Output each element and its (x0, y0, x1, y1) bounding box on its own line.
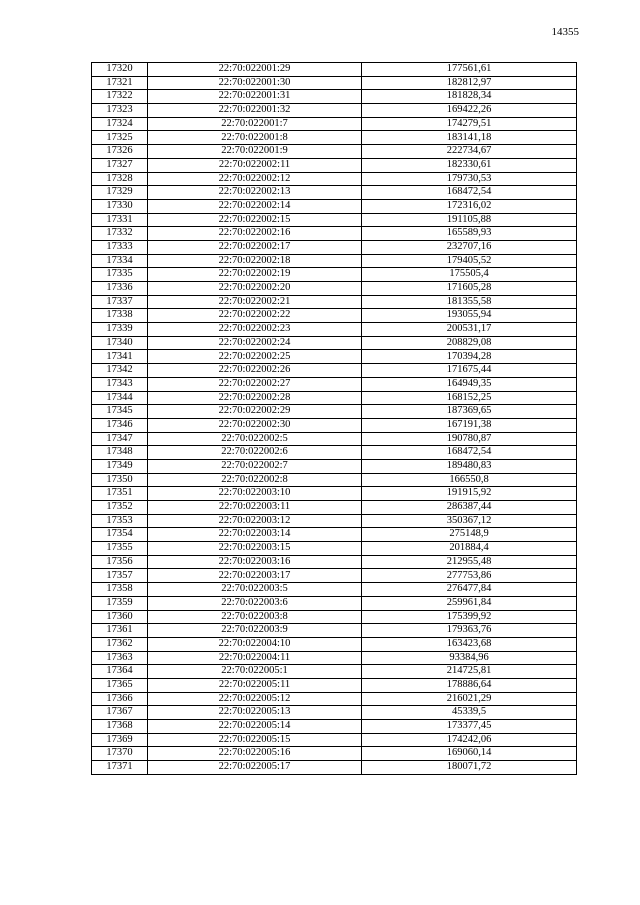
table-row (92, 637, 577, 651)
value-cell: 168472,54 (362, 186, 577, 200)
value-cell: 169422,26 (362, 104, 577, 118)
cadastral-number-cell: 22:70:022002:23 (148, 323, 362, 337)
table-row (92, 678, 577, 692)
cadastral-number-cell: 22:70:022002:5 (148, 432, 362, 446)
row-number-cell: 17320 (92, 63, 148, 77)
table-row (92, 692, 577, 706)
value-cell: 172316,02 (362, 199, 577, 213)
table-row (92, 158, 577, 172)
row-number-cell: 17334 (92, 254, 148, 268)
table-row (92, 747, 577, 761)
row-number-cell: 17328 (92, 172, 148, 186)
table-row (92, 624, 577, 638)
row-number-cell: 17359 (92, 596, 148, 610)
table-row (92, 501, 577, 515)
table-row (92, 514, 577, 528)
row-number-cell: 17366 (92, 692, 148, 706)
row-number-cell: 17361 (92, 624, 148, 638)
row-number-cell: 17368 (92, 720, 148, 734)
row-number-cell: 17363 (92, 651, 148, 665)
value-cell: 183141,18 (362, 131, 577, 145)
cadastral-number-cell: 22:70:022003:16 (148, 555, 362, 569)
value-cell: 201884,4 (362, 542, 577, 556)
table-row (92, 610, 577, 624)
table-row (92, 336, 577, 350)
table-row (92, 186, 577, 200)
value-cell: 177561,61 (362, 63, 577, 77)
cadastral-number-cell: 22:70:022002:25 (148, 350, 362, 364)
value-cell: 167191,38 (362, 418, 577, 432)
cadastral-number-cell: 22:70:022005:15 (148, 733, 362, 747)
cadastral-number-cell: 22:70:022002:21 (148, 295, 362, 309)
cadastral-number-cell: 22:70:022001:29 (148, 63, 362, 77)
table-row (92, 706, 577, 720)
cadastral-number-cell: 22:70:022002:8 (148, 473, 362, 487)
cadastral-number-cell: 22:70:022002:6 (148, 446, 362, 460)
cadastral-number-cell: 22:70:022002:20 (148, 282, 362, 296)
value-cell: 191105,88 (362, 213, 577, 227)
row-number-cell: 17347 (92, 432, 148, 446)
value-cell: 93384,96 (362, 651, 577, 665)
value-cell: 259961,84 (362, 596, 577, 610)
table-row (92, 391, 577, 405)
row-number-cell: 17337 (92, 295, 148, 309)
row-number-cell: 17338 (92, 309, 148, 323)
cadastral-number-cell: 22:70:022005:14 (148, 720, 362, 734)
value-cell: 350367,12 (362, 514, 577, 528)
cadastral-number-cell: 22:70:022003:9 (148, 624, 362, 638)
row-number-cell: 17353 (92, 514, 148, 528)
value-cell: 190780,87 (362, 432, 577, 446)
value-cell: 214725,81 (362, 665, 577, 679)
table-row (92, 240, 577, 254)
page-number: 14355 (551, 26, 579, 38)
value-cell: 277753,86 (362, 569, 577, 583)
table-row (92, 63, 577, 77)
value-cell: 173377,45 (362, 720, 577, 734)
row-number-cell: 17326 (92, 145, 148, 159)
row-number-cell: 17365 (92, 678, 148, 692)
cadastral-number-cell: 22:70:022002:22 (148, 309, 362, 323)
cadastral-number-cell: 22:70:022004:11 (148, 651, 362, 665)
row-number-cell: 17336 (92, 282, 148, 296)
value-cell: 169060,14 (362, 747, 577, 761)
table-row (92, 761, 577, 775)
value-cell: 276477,84 (362, 583, 577, 597)
value-cell: 180071,72 (362, 761, 577, 775)
cadastral-number-cell: 22:70:022003:10 (148, 487, 362, 501)
row-number-cell: 17325 (92, 131, 148, 145)
value-cell: 182330,61 (362, 158, 577, 172)
cadastral-number-cell: 22:70:022002:19 (148, 268, 362, 282)
row-number-cell: 17349 (92, 459, 148, 473)
value-cell: 170394,28 (362, 350, 577, 364)
value-cell: 174242,06 (362, 733, 577, 747)
cadastral-number-cell: 22:70:022004:10 (148, 637, 362, 651)
cadastral-number-cell: 22:70:022003:8 (148, 610, 362, 624)
cadastral-number-cell: 22:70:022003:14 (148, 528, 362, 542)
cadastral-number-cell: 22:70:022003:5 (148, 583, 362, 597)
row-number-cell: 17321 (92, 76, 148, 90)
table-row (92, 309, 577, 323)
row-number-cell: 17327 (92, 158, 148, 172)
value-cell: 232707,16 (362, 240, 577, 254)
row-number-cell: 17345 (92, 405, 148, 419)
row-number-cell: 17357 (92, 569, 148, 583)
table-row (92, 90, 577, 104)
row-number-cell: 17369 (92, 733, 148, 747)
table-row (92, 377, 577, 391)
value-cell: 181355,58 (362, 295, 577, 309)
table-row (92, 213, 577, 227)
table-row (92, 651, 577, 665)
row-number-cell: 17329 (92, 186, 148, 200)
value-cell: 45339,5 (362, 706, 577, 720)
cadastral-number-cell: 22:70:022005:12 (148, 692, 362, 706)
value-cell: 171675,44 (362, 364, 577, 378)
row-number-cell: 17331 (92, 213, 148, 227)
value-cell: 222734,67 (362, 145, 577, 159)
table-row (92, 733, 577, 747)
table-row (92, 569, 577, 583)
value-cell: 168152,25 (362, 391, 577, 405)
value-cell: 216021,29 (362, 692, 577, 706)
table-row (92, 418, 577, 432)
cadastral-number-cell: 22:70:022005:13 (148, 706, 362, 720)
value-cell: 179730,53 (362, 172, 577, 186)
cadastral-number-cell: 22:70:022002:13 (148, 186, 362, 200)
table-row (92, 405, 577, 419)
value-cell: 174279,51 (362, 117, 577, 131)
table-row (92, 350, 577, 364)
row-number-cell: 17332 (92, 227, 148, 241)
table-row (92, 295, 577, 309)
cadastral-number-cell: 22:70:022005:16 (148, 747, 362, 761)
table-row (92, 282, 577, 296)
cadastral-number-cell: 22:70:022002:26 (148, 364, 362, 378)
table-row (92, 131, 577, 145)
cadastral-number-cell: 22:70:022001:8 (148, 131, 362, 145)
cadastral-value-table (91, 62, 577, 775)
table-row (92, 446, 577, 460)
cadastral-number-cell: 22:70:022001:31 (148, 90, 362, 104)
cadastral-number-cell: 22:70:022002:30 (148, 418, 362, 432)
table-row (92, 487, 577, 501)
row-number-cell: 17348 (92, 446, 148, 460)
row-number-cell: 17364 (92, 665, 148, 679)
table-row (92, 459, 577, 473)
row-number-cell: 17370 (92, 747, 148, 761)
cadastral-number-cell: 22:70:022001:32 (148, 104, 362, 118)
value-cell: 286387,44 (362, 501, 577, 515)
row-number-cell: 17330 (92, 199, 148, 213)
cadastral-number-cell: 22:70:022001:30 (148, 76, 362, 90)
table-row (92, 199, 577, 213)
cadastral-number-cell: 22:70:022005:1 (148, 665, 362, 679)
row-number-cell: 17339 (92, 323, 148, 337)
table-row (92, 323, 577, 337)
table-row (92, 254, 577, 268)
table-row (92, 555, 577, 569)
value-cell: 164949,35 (362, 377, 577, 391)
row-number-cell: 17342 (92, 364, 148, 378)
row-number-cell: 17340 (92, 336, 148, 350)
value-cell: 175399,92 (362, 610, 577, 624)
cadastral-number-cell: 22:70:022002:29 (148, 405, 362, 419)
row-number-cell: 17322 (92, 90, 148, 104)
table-row (92, 117, 577, 131)
cadastral-number-cell: 22:70:022002:17 (148, 240, 362, 254)
row-number-cell: 17360 (92, 610, 148, 624)
value-cell: 189480,83 (362, 459, 577, 473)
value-cell: 181828,34 (362, 90, 577, 104)
table-row (92, 268, 577, 282)
row-number-cell: 17355 (92, 542, 148, 556)
table-row (92, 432, 577, 446)
table-row (92, 665, 577, 679)
value-cell: 191915,92 (362, 487, 577, 501)
row-number-cell: 17354 (92, 528, 148, 542)
table-row (92, 473, 577, 487)
value-cell: 182812,97 (362, 76, 577, 90)
row-number-cell: 17362 (92, 637, 148, 651)
cadastral-number-cell: 22:70:022002:18 (148, 254, 362, 268)
value-cell: 275148,9 (362, 528, 577, 542)
value-cell: 212955,48 (362, 555, 577, 569)
value-cell: 208829,08 (362, 336, 577, 350)
cadastral-number-cell: 22:70:022002:27 (148, 377, 362, 391)
row-number-cell: 17358 (92, 583, 148, 597)
value-cell: 165589,93 (362, 227, 577, 241)
table-row (92, 528, 577, 542)
row-number-cell: 17346 (92, 418, 148, 432)
row-number-cell: 17343 (92, 377, 148, 391)
table-row (92, 76, 577, 90)
row-number-cell: 17350 (92, 473, 148, 487)
cadastral-number-cell: 22:70:022003:15 (148, 542, 362, 556)
value-cell: 200531,17 (362, 323, 577, 337)
cadastral-number-cell: 22:70:022005:17 (148, 761, 362, 775)
table-row (92, 583, 577, 597)
cadastral-number-cell: 22:70:022002:16 (148, 227, 362, 241)
cadastral-number-cell: 22:70:022001:9 (148, 145, 362, 159)
table-row (92, 172, 577, 186)
value-cell: 175505,4 (362, 268, 577, 282)
row-number-cell: 17324 (92, 117, 148, 131)
table-row (92, 720, 577, 734)
value-cell: 168472,54 (362, 446, 577, 460)
value-cell: 178886,64 (362, 678, 577, 692)
cadastral-number-cell: 22:70:022005:11 (148, 678, 362, 692)
row-number-cell: 17341 (92, 350, 148, 364)
row-number-cell: 17356 (92, 555, 148, 569)
row-number-cell: 17323 (92, 104, 148, 118)
cadastral-number-cell: 22:70:022002:7 (148, 459, 362, 473)
cadastral-number-cell: 22:70:022002:15 (148, 213, 362, 227)
table-row (92, 364, 577, 378)
cadastral-number-cell: 22:70:022002:14 (148, 199, 362, 213)
table-row (92, 227, 577, 241)
cadastral-number-cell: 22:70:022003:17 (148, 569, 362, 583)
row-number-cell: 17371 (92, 761, 148, 775)
value-cell: 163423,68 (362, 637, 577, 651)
cadastral-number-cell: 22:70:022003:11 (148, 501, 362, 515)
row-number-cell: 17333 (92, 240, 148, 254)
value-cell: 187369,65 (362, 405, 577, 419)
cadastral-number-cell: 22:70:022002:28 (148, 391, 362, 405)
table-row (92, 104, 577, 118)
cadastral-number-cell: 22:70:022003:6 (148, 596, 362, 610)
cadastral-number-cell: 22:70:022001:7 (148, 117, 362, 131)
cadastral-number-cell: 22:70:022002:12 (148, 172, 362, 186)
cadastral-number-cell: 22:70:022002:11 (148, 158, 362, 172)
row-number-cell: 17352 (92, 501, 148, 515)
row-number-cell: 17335 (92, 268, 148, 282)
cadastral-number-cell: 22:70:022003:12 (148, 514, 362, 528)
table-row (92, 596, 577, 610)
row-number-cell: 17344 (92, 391, 148, 405)
table-row (92, 542, 577, 556)
table-row (92, 145, 577, 159)
value-cell: 193055,94 (362, 309, 577, 323)
row-number-cell: 17367 (92, 706, 148, 720)
table-body (92, 63, 577, 775)
value-cell: 179405,52 (362, 254, 577, 268)
value-cell: 179363,76 (362, 624, 577, 638)
cadastral-number-cell: 22:70:022002:24 (148, 336, 362, 350)
row-number-cell: 17351 (92, 487, 148, 501)
value-cell: 166550,8 (362, 473, 577, 487)
value-cell: 171605,28 (362, 282, 577, 296)
